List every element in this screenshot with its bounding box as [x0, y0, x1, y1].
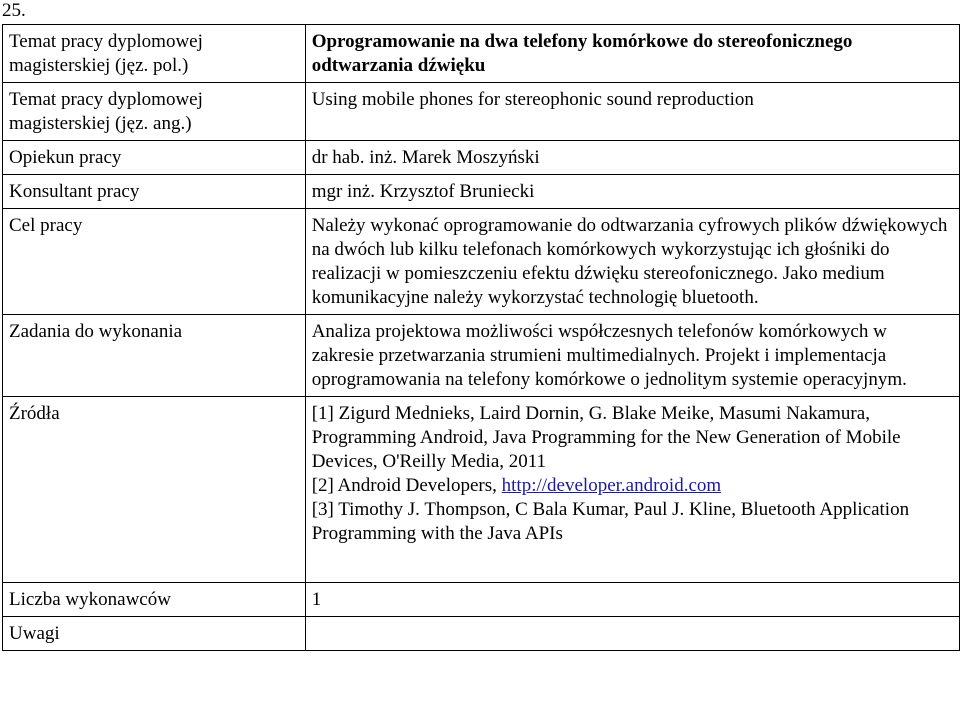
- value-consultant: mgr inż. Krzysztof Bruniecki: [305, 175, 959, 209]
- value-title-pl: Oprogramowanie na dwa telefony komórkowe do stereofonicznego odtwarzania dźwięku: [305, 25, 959, 83]
- label-supervisor: Opiekun pracy: [3, 141, 306, 175]
- row-title-en: [3, 83, 960, 141]
- label-notes: Uwagi: [3, 617, 306, 651]
- label-title-en: Temat pracy dyplomowej magisterskiej (jęz. ang.): [3, 83, 306, 141]
- row-tasks: [3, 315, 960, 397]
- value-goal: Należy wykonać oprogramowanie do odtwarzania cyfrowych plików dźwiękowych na dwóch lub kilku telefonach komórkowych wykorzystując ich głośniki do realizacji w pomieszczeniu efektu dźwięku stereofonicznego. Jako medium komunikacyjne należy wykorzystać technologię bluetooth.: [305, 209, 959, 315]
- row-goal: [3, 209, 960, 315]
- reference-1: [1] Zigurd Mednieks, Laird Dornin, G. Blake Meike, Masumi Nakamura, Programming Android, Java Programming for the New Generation of Mobile Devices, O'Reilly Media, 2011: [311, 403, 901, 472]
- row-sources: [3, 397, 960, 583]
- label-sources: Źródła: [3, 397, 306, 583]
- row-consultant: [3, 175, 960, 209]
- item-number: 25.: [2, 0, 26, 21]
- reference-2: [312, 474, 953, 498]
- label-tasks: Zadania do wykonania: [3, 315, 306, 397]
- value-title-en: Using mobile phones for stereophonic sound reproduction: [305, 83, 959, 141]
- label-goal: Cel pracy: [3, 209, 306, 315]
- value-tasks: Analiza projektowa możliwości współczesnych telefonów komórkowych w zakresie przetwarzania strumieni multimedialnych. Projekt i implementacja oprogramowania na telefony komórkowe o jednolitym systemie operacyjnym.: [305, 315, 959, 397]
- row-supervisor: [3, 141, 960, 175]
- label-consultant: Konsultant pracy: [3, 175, 306, 209]
- value-sources: [305, 397, 959, 583]
- value-performers: 1: [305, 583, 959, 617]
- value-supervisor: dr hab. inż. Marek Moszyński: [305, 141, 959, 175]
- row-performers: [3, 583, 960, 617]
- row-title-pl: [3, 25, 960, 83]
- value-notes: [305, 617, 959, 651]
- reference-3: [3] Timothy J. Thompson, C Bala Kumar, Paul J. Kline, Bluetooth Application Programming with the Java APIs: [311, 499, 910, 544]
- label-title-pl: Temat pracy dyplomowej magisterskiej (jęz. pol.): [3, 25, 306, 83]
- label-performers: Liczba wykonawców: [3, 583, 306, 617]
- thesis-topic-table: [2, 24, 960, 651]
- android-developers-link[interactable]: http://developer.android.com: [501, 475, 722, 496]
- reference-2-text: [2] Android Developers,: [311, 475, 502, 496]
- row-notes: [3, 617, 960, 651]
